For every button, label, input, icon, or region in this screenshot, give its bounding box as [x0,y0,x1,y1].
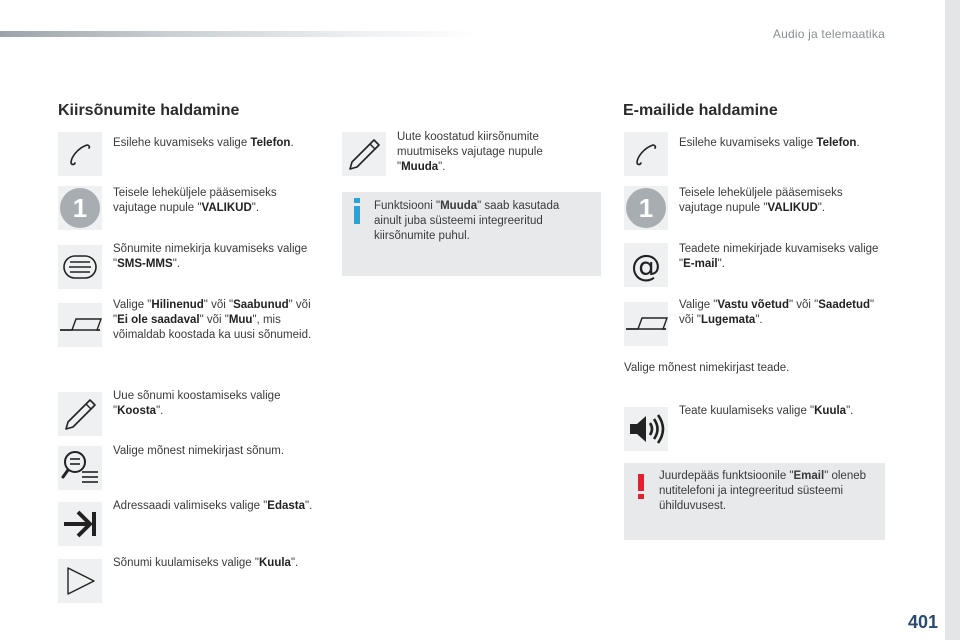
info-note-text: Funktsiooni "Muuda" saab kasutada ainult juba süsteemi integreeritud kiirsõnumite puhul. [374,200,560,242]
middle-step-1-text: Uute koostatud kiirsõnumite muutmiseks vajutage nupule "Muuda". [397,131,543,173]
left-step-3-text: Sõnumite nimekirja kuvamiseks valige "SMS-MMS". [113,243,308,270]
section-title-messages: Kiirsõnumite haldamine [58,102,240,119]
right-step-6-text: Teate kuulamiseks valige "Kuula". [679,405,854,417]
phone-icon [58,132,102,176]
step-number-icon [624,186,668,230]
section-title-email: E-mailide haldamine [623,102,778,119]
header-gradient-bar [0,31,480,37]
page-number [908,612,938,633]
phone-icon [624,132,668,176]
right-step-4-text: Valige "Vastu võetud" või "Saadetud" või "Lugemata". [679,299,875,326]
page-edge-strip [945,0,960,640]
pencil-icon [342,132,386,176]
warning-icon [634,474,648,500]
header-title: Audio ja telemaatika [772,27,885,41]
left-step-8-text: Sõnumi kuulamiseks valige "Kuula". [113,557,299,569]
play-icon [58,559,102,603]
tab-selector-icon [58,303,102,347]
left-step-2-text: Teisele leheküljele pääsemiseks vajutage nupule "VALIKUD". [113,187,277,214]
at-sign-icon [624,243,668,287]
pencil-icon [58,392,102,436]
tab-selector-icon [624,302,668,346]
forward-arrow-icon [58,502,102,546]
svg-text:1: 1 [638,193,654,223]
step-number-icon [58,186,102,230]
left-step-7-text: Adressaadi valimiseks valige "Edasta". [113,500,313,512]
right-step-5-text: Valige mõnest nimekirjast teade. [624,362,790,374]
right-step-2-text: Teisele leheküljele pääsemiseks vajutage nupule "VALIKUD". [679,187,843,214]
svg-text:@: @ [631,249,661,284]
left-step-6-text: Valige mõnest nimekirjast sõnum. [113,445,285,457]
speaker-icon [624,407,668,451]
left-step-5-text: Uue sõnumi koostamiseks valige "Koosta". [113,390,281,417]
right-step-1-text: Esilehe kuvamiseks valige Telefon. [679,137,860,149]
right-step-3-text: Teadete nimekirjade kuvamiseks valige "E-mail". [679,243,879,270]
warning-note-text: Juurdepääs funktsioonile "Email" oleneb nutitelefoni ja integreeritud süsteemi ühilduvusest. [659,470,867,512]
svg-text:1: 1 [72,193,88,223]
left-step-4-text: Valige "Hilinenud" või "Saabunud" või "Ei ole saadaval" või "Muu", mis võimaldab koostada ka uusi sõnumeid. [113,299,312,341]
message-list-icon [58,245,102,289]
info-icon [350,198,364,224]
search-list-icon [58,446,102,490]
page-number-text: 401 [908,612,939,632]
left-step-1-text: Esilehe kuvamiseks valige Telefon. [113,137,294,149]
